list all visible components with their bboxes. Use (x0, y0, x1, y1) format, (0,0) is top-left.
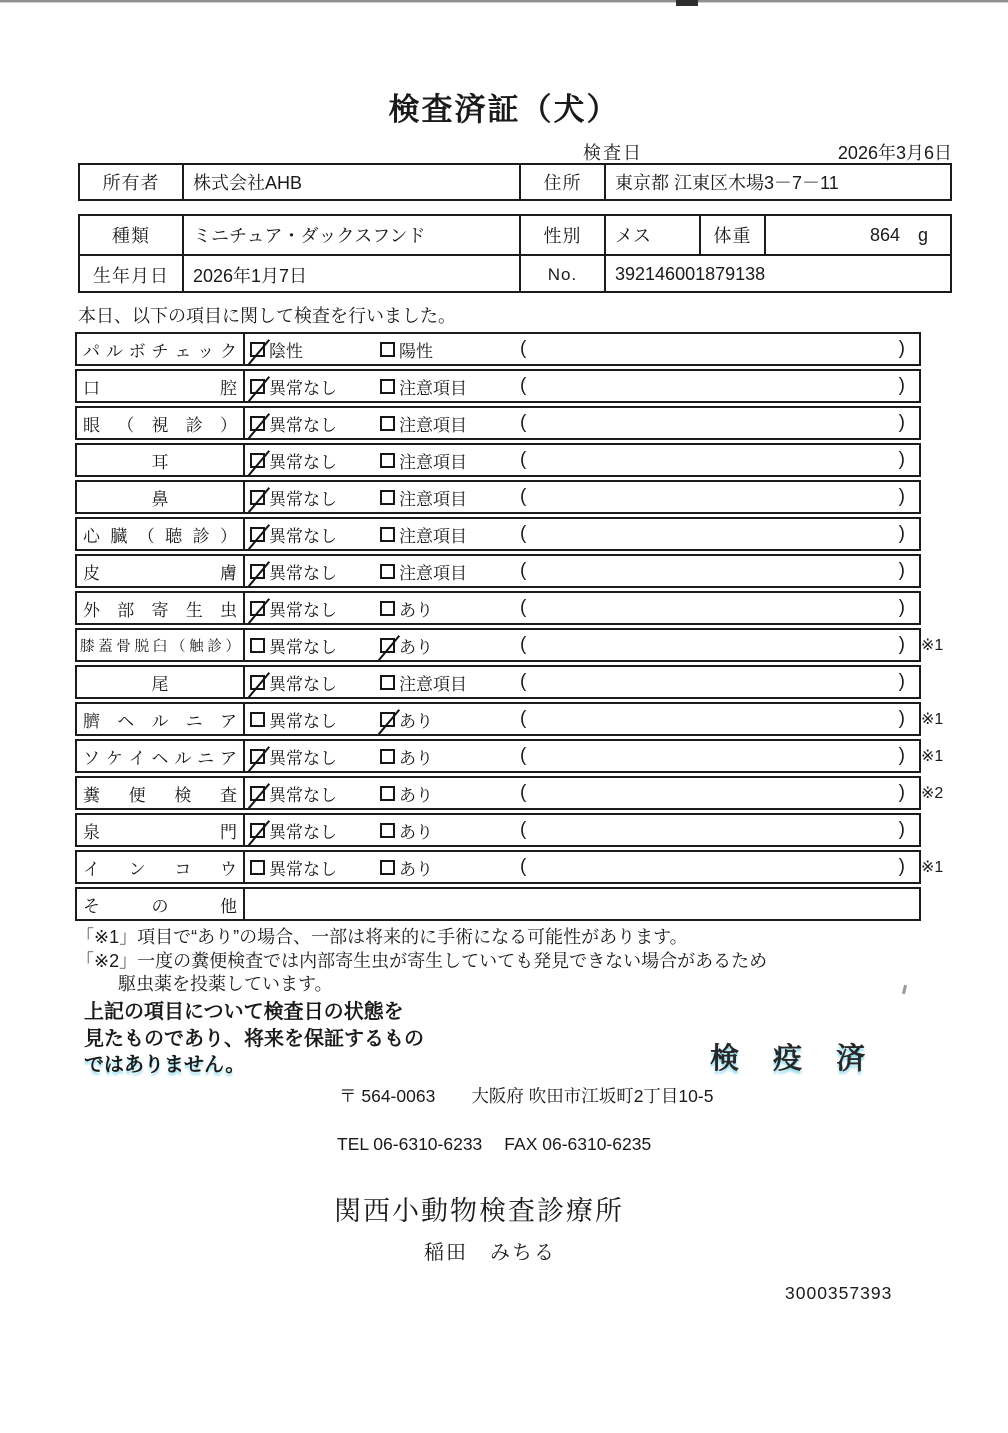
row-note: ※1 (921, 748, 944, 765)
checkbox-2-label: 陽性 (399, 341, 433, 361)
exam-row-ears (75, 443, 921, 477)
exam-row-content (245, 889, 919, 919)
exam-item-label: 膝 蓋 骨 脱 臼 （ 触 診 ） (77, 630, 245, 660)
paren-close: ) (898, 412, 905, 433)
exam-row-content (245, 482, 919, 512)
birthdate-label: 生年月日 (93, 265, 169, 286)
paren-close: ) (898, 597, 905, 618)
exam-row-skin (75, 554, 921, 588)
exam-row-parvo (75, 332, 921, 366)
exam-row-mouth (75, 369, 921, 403)
checkbox-2-label: 注意項目 (399, 378, 467, 398)
exam-item-label: 口 腔 (77, 371, 245, 401)
disclaimer-line-3: ではありません。 (84, 1054, 246, 1076)
exam-row-content (245, 630, 919, 660)
checkbox-1-label: 異常なし (269, 859, 337, 879)
exam-item-label: そ の 他 (77, 889, 245, 919)
quarantine-stamp: 検 疫 済 (710, 1043, 879, 1075)
number-label: No. (519, 256, 604, 293)
checkbox-1 (250, 860, 265, 875)
checkbox-2 (380, 564, 395, 579)
exam-row-cryptorchidism (75, 850, 944, 884)
checkbox-1-label: 異常なし (269, 748, 337, 768)
checkbox-1-label: 異常なし (269, 785, 337, 805)
weight-unit: g (917, 224, 928, 245)
paren-open: ( (520, 449, 527, 470)
checkbox-1 (250, 601, 265, 616)
inspection-date-value: 2026年3月6日 (837, 143, 952, 163)
checkbox-1-label: 異常なし (269, 563, 337, 583)
row-note: ※2 (921, 785, 944, 802)
checkbox-1 (250, 416, 265, 431)
checkbox-1 (250, 342, 265, 357)
checkbox-2-label: 注意項目 (399, 563, 467, 583)
exam-row-tail (75, 665, 921, 699)
exam-item-label: 泉 門 (77, 815, 245, 845)
sex-value: メス (604, 216, 699, 254)
checkbox-2 (380, 823, 395, 838)
exam-row-content (245, 852, 919, 882)
exam-row-content (245, 519, 919, 549)
paren-close: ) (898, 856, 905, 877)
checkbox-1 (250, 786, 265, 801)
weight-value-cell (764, 216, 950, 254)
checkbox-2 (380, 860, 395, 875)
exam-row-content (245, 334, 919, 364)
checkbox-2 (380, 379, 395, 394)
serial-number: 3000357393 (785, 1283, 893, 1303)
exam-row-other (75, 887, 921, 921)
exam-item-label: 耳 (77, 445, 245, 475)
row-note: ※1 (921, 711, 944, 728)
exam-row-content (245, 371, 919, 401)
exam-item-label: 皮 膚 (77, 556, 245, 586)
paren-close: ) (898, 375, 905, 396)
footnote-2-continued: 駆虫薬を投薬しています。 (118, 974, 333, 994)
checkbox-1 (250, 712, 265, 727)
checkbox-1-label: 異常なし (269, 526, 337, 546)
clinic-postal-code: 〒 564-0063 (339, 1086, 436, 1106)
checkbox-2-label: あり (399, 785, 433, 805)
checkbox-1-label: 異常なし (269, 674, 337, 694)
paren-close: ) (898, 782, 905, 803)
exam-row-eyes (75, 406, 921, 440)
checkbox-1-label: 異常なし (269, 489, 337, 509)
number-value: 392146001879138 (604, 256, 950, 293)
checkbox-1-label: 異常なし (269, 600, 337, 620)
exam-item-label: 鼻 (77, 482, 245, 512)
footnote-2: 「※2」一度の糞便検査では内部寄生虫が寄生していても発見できない場合があるため (76, 950, 768, 971)
birthdate-value: 2026年1月7日 (182, 256, 519, 293)
clinic-tel: TEL 06-6310-6233 (337, 1134, 483, 1154)
disclaimer-statement (84, 999, 424, 1079)
paren-close: ) (898, 671, 905, 692)
scan-edge-artifact (0, 2, 1008, 3)
row-note: ※1 (921, 637, 944, 654)
document-title: 検査済証（犬） (388, 92, 620, 127)
clinic-tel-line (337, 1134, 651, 1155)
paren-close: ) (898, 745, 905, 766)
checkbox-1-label: 異常なし (269, 637, 337, 657)
checkbox-2-label: 注意項目 (399, 674, 467, 694)
row-note: ※1 (921, 859, 944, 876)
exam-row-content (245, 556, 919, 586)
exam-row-umbilical-hernia (75, 702, 944, 736)
weight-label: 体重 (699, 216, 764, 254)
checkbox-2 (380, 416, 395, 431)
exam-row-external-parasites (75, 591, 921, 625)
paren-close: ) (898, 634, 905, 655)
checkbox-2-label: あり (399, 822, 433, 842)
checkbox-2-label: 注意項目 (399, 526, 467, 546)
owner-value: 株式会社AHB (182, 165, 519, 199)
clinic-name: 関西小動物検査診療所 (334, 1196, 624, 1226)
exam-item-label: 心 臓 （ 聴 診 ） (77, 519, 245, 549)
checkbox-2-label: 注意項目 (399, 452, 467, 472)
intro-statement: 本日、以下の項目に関して検査を行いました。 (78, 306, 456, 326)
veterinarian-name: 稲田 みちる (424, 1242, 556, 1264)
paren-close: ) (898, 708, 905, 729)
paren-open: ( (520, 597, 527, 618)
checkbox-2-label: あり (399, 859, 433, 879)
checkbox-1 (250, 564, 265, 579)
owner-info-table (78, 163, 952, 201)
paren-close: ) (898, 819, 905, 840)
checkbox-2 (380, 638, 395, 653)
paren-open: ( (520, 745, 527, 766)
checkbox-1-label: 陰性 (269, 341, 303, 361)
exam-row-content (245, 667, 919, 697)
pet-info-table (78, 214, 952, 293)
paren-close: ) (898, 560, 905, 581)
paren-close: ) (898, 338, 905, 359)
checkbox-1 (250, 823, 265, 838)
exam-item-label: 臍 ヘ ル ニ ア (77, 704, 245, 734)
checkbox-2-label: 注意項目 (399, 489, 467, 509)
paren-open: ( (520, 856, 527, 877)
checkbox-1 (250, 527, 265, 542)
checkbox-1-label: 異常なし (269, 452, 337, 472)
checkbox-2-label: あり (399, 748, 433, 768)
paren-open: ( (520, 819, 527, 840)
exam-row-heart (75, 517, 921, 551)
footnote-1: 「※1」項目で“あり”の場合、一部は将来的に手術になる可能性があります。 (76, 927, 688, 947)
paren-open: ( (520, 634, 527, 655)
exam-results-table (75, 332, 944, 921)
exam-row-content (245, 593, 919, 623)
paren-open: ( (520, 375, 527, 396)
checkbox-2 (380, 342, 395, 357)
clinic-address: 大阪府 吹田市江坂町2丁目10-5 (471, 1086, 714, 1106)
exam-item-label: パ ル ボ チ ェ ッ ク (77, 334, 245, 364)
paren-open: ( (520, 560, 527, 581)
paren-open: ( (520, 523, 527, 544)
exam-item-label: 糞 便 検 査 (77, 778, 245, 808)
clinic-postal-line (339, 1083, 713, 1108)
checkbox-2-label: あり (399, 600, 433, 620)
paren-open: ( (520, 782, 527, 803)
checkbox-2 (380, 453, 395, 468)
checkbox-1-label: 異常なし (269, 822, 337, 842)
exam-row-content (245, 408, 919, 438)
checkbox-2 (380, 749, 395, 764)
scan-mark-artifact (676, 0, 698, 6)
exam-item-label: 眼 （ 視 診 ） (77, 408, 245, 438)
weight-value: 864 (869, 224, 900, 245)
paren-open: ( (520, 486, 527, 507)
exam-row-content (245, 704, 919, 734)
checkbox-1-label: 異常なし (269, 378, 337, 398)
exam-item-label: 尾 (77, 667, 245, 697)
checkbox-2-label: あり (399, 711, 433, 731)
checkbox-1 (250, 453, 265, 468)
exam-row-nose (75, 480, 921, 514)
clinic-fax: FAX 06-6310-6235 (504, 1134, 652, 1154)
scan-speck-artifact (902, 985, 907, 994)
paren-close: ) (898, 523, 905, 544)
checkbox-2 (380, 527, 395, 542)
checkbox-2 (380, 490, 395, 505)
checkbox-2-label: 注意項目 (399, 415, 467, 435)
sex-label: 性別 (519, 216, 604, 254)
checkbox-1 (250, 749, 265, 764)
footnotes (76, 926, 767, 997)
paren-open: ( (520, 338, 527, 359)
checkbox-1-label: 異常なし (269, 415, 337, 435)
exam-row-fontanelle (75, 813, 921, 847)
exam-row-content (245, 741, 919, 771)
paren-open: ( (520, 671, 527, 692)
paren-open: ( (520, 412, 527, 433)
address-label: 住所 (519, 165, 604, 199)
checkbox-2 (380, 786, 395, 801)
exam-row-fecal-exam (75, 776, 944, 810)
exam-row-patella (75, 628, 944, 662)
paren-open: ( (520, 708, 527, 729)
disclaimer-line-2: 見たものであり、将来を保証するもの (84, 1027, 424, 1050)
address-value: 東京都 江東区木場3－7－11 (604, 165, 950, 199)
paren-close: ) (898, 449, 905, 470)
checkbox-1-label: 異常なし (269, 711, 337, 731)
disclaimer-line-1: 上記の項目について検査日の状態を (84, 1001, 404, 1023)
breed-label: 種類 (112, 226, 150, 246)
checkbox-2 (380, 601, 395, 616)
checkbox-1 (250, 675, 265, 690)
checkbox-1 (250, 379, 265, 394)
exam-row-content (245, 815, 919, 845)
owner-label: 所有者 (102, 173, 160, 193)
checkbox-2 (380, 675, 395, 690)
inspection-date-label: 検査日 (583, 143, 643, 163)
exam-row-inguinal-hernia (75, 739, 944, 773)
checkbox-2 (380, 712, 395, 727)
paren-close: ) (898, 486, 905, 507)
checkbox-1 (250, 490, 265, 505)
exam-item-label: 外 部 寄 生 虫 (77, 593, 245, 623)
checkbox-1 (250, 638, 265, 653)
exam-row-content (245, 445, 919, 475)
exam-item-label: ソ ケ イ ヘ ル ニ ア (77, 741, 245, 771)
checkbox-2-label: あり (399, 637, 433, 657)
exam-item-label: イ ン コ ウ (77, 852, 245, 882)
breed-value: ミニチュア・ダックスフンド (182, 216, 519, 254)
exam-row-content (245, 778, 919, 808)
